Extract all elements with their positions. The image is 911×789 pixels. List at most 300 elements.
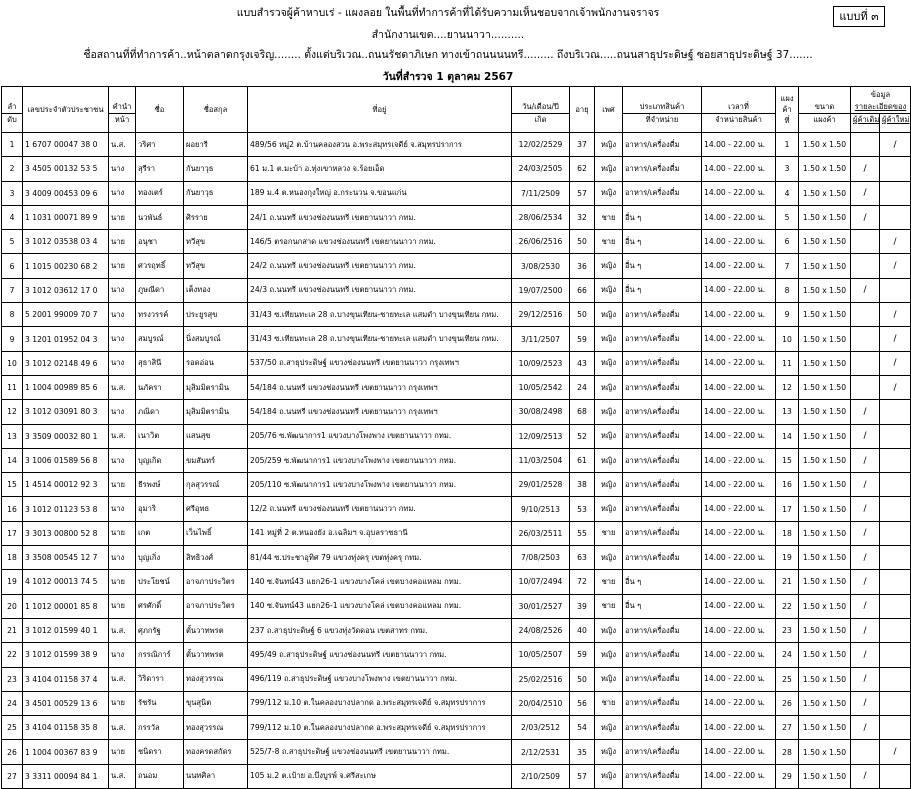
col-old-vendor: ผู้ค้าเดิม <box>851 114 880 133</box>
cell-stall-number: 18 <box>776 521 799 545</box>
cell-goods-type: อาหาร/เครื่องดื่ม <box>623 473 702 497</box>
cell-address: 140 ซ.จันทน์43 แยก26-1 แขวงบางโคล่ เขตบางคอแหลม กทม. <box>248 570 512 594</box>
cell-age: 66 <box>570 278 595 302</box>
cell-date-of-birth: 3/08/2530 <box>512 254 570 278</box>
cell-stall-number: 24 <box>776 643 799 667</box>
cell-selling-time: 14.00 - 22.00 น. <box>702 521 776 545</box>
cell-name-prefix: นาง <box>109 546 136 570</box>
cell-last-name: มุสิมมิตรามิน <box>184 400 248 424</box>
cell-goods-type: อาหาร/เครื่องดื่ม <box>623 546 702 570</box>
cell-sex: หญิง <box>595 133 623 157</box>
cell-national-id: 3 1012 01123 53 8 <box>23 497 109 521</box>
cell-new-vendor-mark <box>880 546 911 570</box>
cell-national-id: 3 1012 03612 17 0 <box>23 278 109 302</box>
cell-age: 50 <box>570 303 595 327</box>
cell-stall-number: 8 <box>776 278 799 302</box>
cell-goods-type: อื่น ๆ <box>623 278 702 302</box>
cell-row-number: 19 <box>2 570 23 594</box>
table-row <box>2 254 911 278</box>
table-row <box>2 230 911 254</box>
cell-goods-type: อาหาร/เครื่องดื่ม <box>623 133 702 157</box>
cell-last-name: ประยูรสุข <box>184 303 248 327</box>
col-info <box>851 87 911 114</box>
cell-stall-size: 1.50 x 1.50 <box>799 716 851 740</box>
cell-row-number: 25 <box>2 716 23 740</box>
cell-name-prefix: นาย <box>109 594 136 618</box>
cell-name-prefix: น.ส. <box>109 133 136 157</box>
cell-age: 54 <box>570 716 595 740</box>
cell-stall-number: 19 <box>776 546 799 570</box>
cell-last-name: ทวีสุข <box>184 254 248 278</box>
cell-stall-size: 1.50 x 1.50 <box>799 205 851 229</box>
cell-goods-type: อาหาร/เครื่องดื่ม <box>623 618 702 642</box>
table-row <box>2 351 911 375</box>
cell-stall-size: 1.50 x 1.50 <box>799 448 851 472</box>
office-line: สำนักงานเขต....ยานนาวา.......... <box>371 29 525 41</box>
cell-row-number: 17 <box>2 521 23 545</box>
cell-national-id: 3 4501 00529 13 6 <box>23 691 109 715</box>
cell-goods-type: อาหาร/เครื่องดื่ม <box>623 351 702 375</box>
cell-age: 57 <box>570 181 595 205</box>
cell-address: 489/56 หมู่2 ต.บ้านคลองสวน อ.พระสมุทรเจดีย์ จ.สมุทรปราการ <box>248 133 512 157</box>
cell-stall-size: 1.50 x 1.50 <box>799 303 851 327</box>
cell-stall-size: 1.50 x 1.50 <box>799 643 851 667</box>
cell-stall-number: 5 <box>776 205 799 229</box>
cell-sex: หญิง <box>595 375 623 399</box>
cell-goods-type: อาหาร/เครื่องดื่ม <box>623 740 702 764</box>
cell-address: 495/49 ถ.สาธุประดิษฐ์ แขวงช่องนนทรี เขตยานนาวา กทม. <box>248 643 512 667</box>
cell-stall-number: 13 <box>776 400 799 424</box>
col-stall-line-2: ค้า <box>782 105 792 114</box>
cell-first-name: บุญเกิ่ง <box>136 546 184 570</box>
cell-name-prefix: น.ส. <box>109 716 136 740</box>
cell-row-number: 1 <box>2 133 23 157</box>
cell-goods-type: อาหาร/เครื่องดื่ม <box>623 497 702 521</box>
cell-selling-time: 14.00 - 22.00 น. <box>702 230 776 254</box>
cell-address: 54/184 ถ.นนทรี แขวงช่องนนทรี เขตยานนาวา กรุงเทพฯ <box>248 375 512 399</box>
table-row <box>2 740 911 764</box>
cell-stall-number: 28 <box>776 740 799 764</box>
cell-goods-type: อาหาร/เครื่องดื่ม <box>623 764 702 788</box>
cell-first-name: เกต <box>136 521 184 545</box>
cell-selling-time: 14.00 - 22.00 น. <box>702 473 776 497</box>
cell-selling-time: 14.00 - 22.00 น. <box>702 667 776 691</box>
cell-date-of-birth: 10/05/2542 <box>512 375 570 399</box>
cell-sex: ชาย <box>595 570 623 594</box>
cell-row-number: 22 <box>2 643 23 667</box>
cell-stall-size: 1.50 x 1.50 <box>799 424 851 448</box>
cell-new-vendor-mark: / <box>880 254 911 278</box>
cell-last-name: มุสิมมิตรามิน <box>184 375 248 399</box>
cell-first-name: บุญเกิด <box>136 448 184 472</box>
cell-sex: หญิง <box>595 667 623 691</box>
cell-new-vendor-mark <box>880 205 911 229</box>
cell-date-of-birth: 9/10/2513 <box>512 497 570 521</box>
cell-selling-time: 14.00 - 22.00 น. <box>702 448 776 472</box>
cell-sex: หญิง <box>595 643 623 667</box>
cell-national-id: 3 4104 01158 37 4 <box>23 667 109 691</box>
cell-date-of-birth: 2/03/2512 <box>512 716 570 740</box>
table-row <box>2 497 911 521</box>
cell-age: 50 <box>570 230 595 254</box>
cell-stall-size: 1.50 x 1.50 <box>799 667 851 691</box>
cell-address: 31/43 ซ.เทียนทะเล 28 ถ.บางขุนเทียน-ชายทะเล แสมดำ บางขุนเทียน กทม. <box>248 327 512 351</box>
cell-date-of-birth: 30/08/2498 <box>512 400 570 424</box>
cell-national-id: 1 1031 00071 89 9 <box>23 205 109 229</box>
cell-selling-time: 14.00 - 22.00 น. <box>702 497 776 521</box>
cell-stall-size: 1.50 x 1.50 <box>799 351 851 375</box>
cell-address: 24/2 ถ.นนทรี แขวงช่องนนทรี เขตยานนาวา กทม. <box>248 254 512 278</box>
cell-old-vendor-mark <box>851 230 880 254</box>
cell-last-name: กันยาวุธ <box>184 181 248 205</box>
cell-date-of-birth: 10/09/2523 <box>512 351 570 375</box>
cell-row-number: 20 <box>2 594 23 618</box>
cell-selling-time: 14.00 - 22.00 น. <box>702 740 776 764</box>
col-last-name: ชื่อสกุล <box>184 87 248 133</box>
cell-stall-number: 22 <box>776 594 799 618</box>
cell-name-prefix: นาง <box>109 303 136 327</box>
cell-first-name: ชนิดรา <box>136 740 184 764</box>
cell-selling-time: 14.00 - 22.00 น. <box>702 618 776 642</box>
cell-date-of-birth: 25/02/2516 <box>512 667 570 691</box>
cell-address: 237 ถ.สาธุประดิษฐ์ 6 แขวงทุ่งวัดดอน เขตสาทร กทม. <box>248 618 512 642</box>
col-stall-line-3: ที่ <box>784 116 790 125</box>
cell-stall-size: 1.50 x 1.50 <box>799 133 851 157</box>
cell-row-number: 11 <box>2 375 23 399</box>
cell-address: 141 หมู่ที่ 2 ต.หนองยัง อ.เฉลิมฯ จ.อุบลราชธานี <box>248 521 512 545</box>
cell-date-of-birth: 11/03/2504 <box>512 448 570 472</box>
cell-new-vendor-mark: / <box>880 327 911 351</box>
cell-age: 59 <box>570 327 595 351</box>
cell-last-name: กันยาวุธ <box>184 157 248 181</box>
cell-date-of-birth: 24/08/2526 <box>512 618 570 642</box>
table-row <box>2 716 911 740</box>
cell-national-id: 3 1012 02148 49 6 <box>23 351 109 375</box>
cell-row-number: 14 <box>2 448 23 472</box>
cell-sex: หญิง <box>595 181 623 205</box>
col-new-vendor: ผู้ค้าใหม่ <box>880 114 911 133</box>
cell-new-vendor-mark <box>880 643 911 667</box>
col-sex: เพศ <box>595 87 623 133</box>
cell-row-number: 15 <box>2 473 23 497</box>
cell-row-number: 26 <box>2 740 23 764</box>
cell-stall-number: 4 <box>776 181 799 205</box>
cell-age: 59 <box>570 643 595 667</box>
cell-address: 105 ม.2 ต.เป้าย อ.บึงบูรพ์ จ.ศรีสะเกษ <box>248 764 512 788</box>
cell-national-id: 3 1012 03538 03 4 <box>23 230 109 254</box>
cell-name-prefix: นาย <box>109 205 136 229</box>
cell-first-name: สุรีรา <box>136 157 184 181</box>
cell-sex: หญิง <box>595 618 623 642</box>
cell-last-name: สิทธิวงศ์ <box>184 546 248 570</box>
cell-age: 72 <box>570 570 595 594</box>
cell-stall-number: 29 <box>776 764 799 788</box>
cell-national-id: 3 1012 01599 40 1 <box>23 618 109 642</box>
cell-last-name: ตั้นวาทพรต <box>184 643 248 667</box>
cell-stall-size: 1.50 x 1.50 <box>799 327 851 351</box>
cell-first-name: รัชรัน <box>136 691 184 715</box>
cell-first-name: ทองเตร์ <box>136 181 184 205</box>
cell-stall-number: 25 <box>776 667 799 691</box>
cell-national-id: 3 1012 01599 38 9 <box>23 643 109 667</box>
cell-national-id: 5 2001 99009 70 7 <box>23 303 109 327</box>
table-row <box>2 205 911 229</box>
cell-sex: หญิง <box>595 351 623 375</box>
cell-national-id: 1 1004 00367 83 9 <box>23 740 109 764</box>
cell-date-of-birth: 2/10/2509 <box>512 764 570 788</box>
cell-name-prefix: นาง <box>109 351 136 375</box>
cell-row-number: 21 <box>2 618 23 642</box>
cell-age: 38 <box>570 473 595 497</box>
cell-stall-size: 1.50 x 1.50 <box>799 278 851 302</box>
cell-first-name: วิริดารา <box>136 667 184 691</box>
cell-goods-type: อาหาร/เครื่องดื่ม <box>623 691 702 715</box>
cell-sex: หญิง <box>595 254 623 278</box>
cell-stall-size: 1.50 x 1.50 <box>799 375 851 399</box>
cell-last-name: ทองสุวรรณ <box>184 716 248 740</box>
cell-sex: หญิง <box>595 497 623 521</box>
cell-new-vendor-mark <box>880 424 911 448</box>
cell-age: 24 <box>570 375 595 399</box>
cell-selling-time: 14.00 - 22.00 น. <box>702 716 776 740</box>
cell-selling-time: 14.00 - 22.00 น. <box>702 375 776 399</box>
cell-address: 24/1 ถ.นนทรี แขวงช่องนนทรี เขตยานนาวา กทม. <box>248 205 512 229</box>
cell-address: 205/110 ซ.พัฒนาการ1 แขวงบางโพงพาง เขตยานนาวา กทม. <box>248 473 512 497</box>
table-row <box>2 448 911 472</box>
cell-first-name: สุธาสินี <box>136 351 184 375</box>
col-first-name: ชื่อ <box>136 87 184 133</box>
cell-last-name: นิ่งสมบูรณ์ <box>184 327 248 351</box>
cell-selling-time: 14.00 - 22.00 น. <box>702 570 776 594</box>
cell-date-of-birth: 30/01/2527 <box>512 594 570 618</box>
cell-selling-time: 14.00 - 22.00 น. <box>702 594 776 618</box>
cell-last-name: ขมสันทร์ <box>184 448 248 472</box>
col-prefix-bot: หน้า <box>109 114 136 133</box>
cell-national-id: 3 4104 01158 35 8 <box>23 716 109 740</box>
cell-stall-size: 1.50 x 1.50 <box>799 254 851 278</box>
cell-name-prefix: น.ส. <box>109 618 136 642</box>
cell-new-vendor-mark <box>880 618 911 642</box>
cell-age: 63 <box>570 546 595 570</box>
cell-goods-type: อาหาร/เครื่องดื่ม <box>623 375 702 399</box>
cell-name-prefix: นาง <box>109 181 136 205</box>
cell-last-name: อาจภาประวิตร <box>184 594 248 618</box>
cell-age: 40 <box>570 618 595 642</box>
cell-goods-type: อาหาร/เครื่องดื่ม <box>623 424 702 448</box>
cell-sex: ชาย <box>595 521 623 545</box>
cell-name-prefix: นาย <box>109 521 136 545</box>
cell-new-vendor-mark <box>880 181 911 205</box>
cell-old-vendor-mark <box>851 351 880 375</box>
cell-address: 81/44 ซ.ประชาอุทิศ 79 แขวงทุ่งครุ เขตทุ่งครุ กทม. <box>248 546 512 570</box>
table-row <box>2 424 911 448</box>
cell-name-prefix: นาย <box>109 570 136 594</box>
cell-selling-time: 14.00 - 22.00 น. <box>702 691 776 715</box>
table-row <box>2 764 911 788</box>
cell-goods-type: อาหาร/เครื่องดื่ม <box>623 303 702 327</box>
cell-old-vendor-mark: / <box>851 691 880 715</box>
table-row <box>2 546 911 570</box>
cell-date-of-birth: 12/09/2513 <box>512 424 570 448</box>
cell-national-id: 3 1012 03091 80 3 <box>23 400 109 424</box>
location-line: ชื่อสถานที่ที่ทำการค้า..หน้าตลาดกรุงเจริญ........ ตั้งแต่บริเวณ..ถนนรัชดาภิเษก ทางเข้าถนนนนทรี......... ถึงบริเวณ.....ถนนสาธุประดิษฐ์ ซอยสาธุประดิษฐ์ 37....... <box>83 49 813 61</box>
col-address: ที่อยู่ <box>248 87 512 133</box>
cell-sex: ชาย <box>595 691 623 715</box>
cell-new-vendor-mark: / <box>880 740 911 764</box>
table-body <box>2 133 911 789</box>
table-row <box>2 570 911 594</box>
table-header <box>2 87 911 133</box>
cell-new-vendor-mark <box>880 157 911 181</box>
cell-sex: หญิง <box>595 473 623 497</box>
cell-new-vendor-mark <box>880 278 911 302</box>
cell-old-vendor-mark: / <box>851 497 880 521</box>
cell-first-name: นภัครา <box>136 375 184 399</box>
cell-stall-number: 12 <box>776 375 799 399</box>
cell-new-vendor-mark: / <box>880 375 911 399</box>
cell-old-vendor-mark: / <box>851 521 880 545</box>
cell-national-id: 1 1004 00989 85 6 <box>23 375 109 399</box>
cell-stall-size: 1.50 x 1.50 <box>799 497 851 521</box>
cell-first-name: เนาวิต <box>136 424 184 448</box>
cell-first-name: กรรวัล <box>136 716 184 740</box>
cell-stall-number: 11 <box>776 351 799 375</box>
cell-row-number: 2 <box>2 157 23 181</box>
table-row <box>2 521 911 545</box>
col-prefix-top: คำนำ <box>109 87 136 114</box>
cell-stall-size: 1.50 x 1.50 <box>799 740 851 764</box>
cell-selling-time: 14.00 - 22.00 น. <box>702 643 776 667</box>
cell-goods-type: อาหาร/เครื่องดื่ม <box>623 327 702 351</box>
cell-new-vendor-mark <box>880 473 911 497</box>
cell-goods-type: อาหาร/เครื่องดื่ม <box>623 181 702 205</box>
cell-stall-size: 1.50 x 1.50 <box>799 691 851 715</box>
cell-last-name: เต็งทอง <box>184 278 248 302</box>
cell-sex: หญิง <box>595 400 623 424</box>
cell-old-vendor-mark: / <box>851 546 880 570</box>
cell-stall-size: 1.50 x 1.50 <box>799 764 851 788</box>
cell-old-vendor-mark <box>851 327 880 351</box>
cell-date-of-birth: 26/06/2516 <box>512 230 570 254</box>
cell-stall-number: 21 <box>776 570 799 594</box>
cell-stall-number: 9 <box>776 303 799 327</box>
table-row <box>2 473 911 497</box>
cell-goods-type: อื่น ๆ <box>623 230 702 254</box>
cell-date-of-birth: 3/11/2507 <box>512 327 570 351</box>
cell-sex: หญิง <box>595 448 623 472</box>
cell-name-prefix: น.ส. <box>109 667 136 691</box>
cell-new-vendor-mark <box>880 594 911 618</box>
cell-age: 57 <box>570 764 595 788</box>
cell-sex: หญิง <box>595 327 623 351</box>
cell-date-of-birth: 24/03/2505 <box>512 157 570 181</box>
cell-goods-type: อาหาร/เครื่องดื่ม <box>623 716 702 740</box>
table-row <box>2 667 911 691</box>
cell-last-name: แสนสุข <box>184 424 248 448</box>
table-row <box>2 643 911 667</box>
cell-address: 799/112 ม.10 ต.ในคลองบางปลากด อ.พระสมุทรเจดีย์ จ.สมุทรปราการ <box>248 716 512 740</box>
cell-old-vendor-mark: / <box>851 400 880 424</box>
form-title: แบบสำรวจผู้ค้าหาบเร่ - แผงลอย ในพื้นที่ทำการค้าที่ได้รับความเห็นชอบจากเจ้าพนักงานจราจร <box>236 7 660 19</box>
cell-stall-size: 1.50 x 1.50 <box>799 594 851 618</box>
cell-new-vendor-mark: / <box>880 133 911 157</box>
cell-old-vendor-mark: / <box>851 643 880 667</box>
cell-address: 61 ม.1 ต.มะบ้า อ.ทุ่งเขาหลวง จ.ร้อยเอ็ด <box>248 157 512 181</box>
cell-name-prefix: นาง <box>109 497 136 521</box>
cell-name-prefix: นาย <box>109 230 136 254</box>
table-row <box>2 133 911 157</box>
cell-stall-number: 10 <box>776 327 799 351</box>
cell-first-name: ศรศักดิ์ <box>136 594 184 618</box>
cell-national-id: 3 3509 00032 80 1 <box>23 424 109 448</box>
cell-old-vendor-mark <box>851 740 880 764</box>
cell-selling-time: 14.00 - 22.00 น. <box>702 351 776 375</box>
cell-age: 32 <box>570 205 595 229</box>
cell-row-number: 9 <box>2 327 23 351</box>
col-stall-line-1: แผง <box>780 94 794 103</box>
cell-national-id: 3 3311 00094 84 1 <box>23 764 109 788</box>
cell-address: 537/50 ถ.สาธุประดิษฐ์ แขวงช่องนนทรี เขตยานนาวา กรุงเทพฯ <box>248 351 512 375</box>
cell-old-vendor-mark: / <box>851 594 880 618</box>
cell-first-name: อนุชา <box>136 230 184 254</box>
cell-age: 35 <box>570 740 595 764</box>
cell-name-prefix: นาง <box>109 400 136 424</box>
table-row <box>2 303 911 327</box>
cell-stall-number: 26 <box>776 691 799 715</box>
cell-first-name: ทรงวรรค์ <box>136 303 184 327</box>
cell-first-name: ศวรฤทธิ์ <box>136 254 184 278</box>
cell-old-vendor-mark: / <box>851 157 880 181</box>
cell-goods-type: อาหาร/เครื่องดื่ม <box>623 400 702 424</box>
cell-date-of-birth: 2/12/2531 <box>512 740 570 764</box>
cell-national-id: 4 1012 00013 74 5 <box>23 570 109 594</box>
cell-last-name: นนทศิลา <box>184 764 248 788</box>
cell-new-vendor-mark <box>880 716 911 740</box>
survey-date: วันที่สำรวจ 1 ตุลาคม 2567 <box>382 71 514 83</box>
col-size-top: ขนาด <box>799 87 851 114</box>
cell-age: 39 <box>570 594 595 618</box>
cell-stall-size: 1.50 x 1.50 <box>799 618 851 642</box>
cell-stall-number: 17 <box>776 497 799 521</box>
cell-age: 37 <box>570 133 595 157</box>
cell-age: 62 <box>570 157 595 181</box>
cell-age: 68 <box>570 400 595 424</box>
cell-row-number: 5 <box>2 230 23 254</box>
cell-last-name: รอดอ่อน <box>184 351 248 375</box>
cell-new-vendor-mark <box>880 691 911 715</box>
col-goods-top: ประเภทสินค้า <box>623 87 702 114</box>
cell-old-vendor-mark <box>851 254 880 278</box>
cell-address: 496/119 ถ.สาธุประดิษฐ์ แขวงบางโพงพาง เขตยานนาวา กทม. <box>248 667 512 691</box>
cell-selling-time: 14.00 - 22.00 น. <box>702 157 776 181</box>
cell-first-name: นวพันธ์ <box>136 205 184 229</box>
cell-row-number: 4 <box>2 205 23 229</box>
vendor-table <box>1 86 911 789</box>
col-size-bot: แผงค้า <box>799 114 851 133</box>
cell-goods-type: อาหาร/เครื่องดื่ม <box>623 667 702 691</box>
cell-goods-type: อาหาร/เครื่องดื่ม <box>623 448 702 472</box>
cell-goods-type: อาหาร/เครื่องดื่ม <box>623 643 702 667</box>
cell-first-name: ภณิดา <box>136 400 184 424</box>
cell-new-vendor-mark <box>880 764 911 788</box>
cell-new-vendor-mark: / <box>880 351 911 375</box>
cell-date-of-birth: 20/04/2510 <box>512 691 570 715</box>
cell-age: 36 <box>570 254 595 278</box>
cell-first-name: กรรณิการ์ <box>136 643 184 667</box>
cell-name-prefix: นาย <box>109 691 136 715</box>
cell-date-of-birth: 28/06/2534 <box>512 205 570 229</box>
cell-new-vendor-mark <box>880 521 911 545</box>
